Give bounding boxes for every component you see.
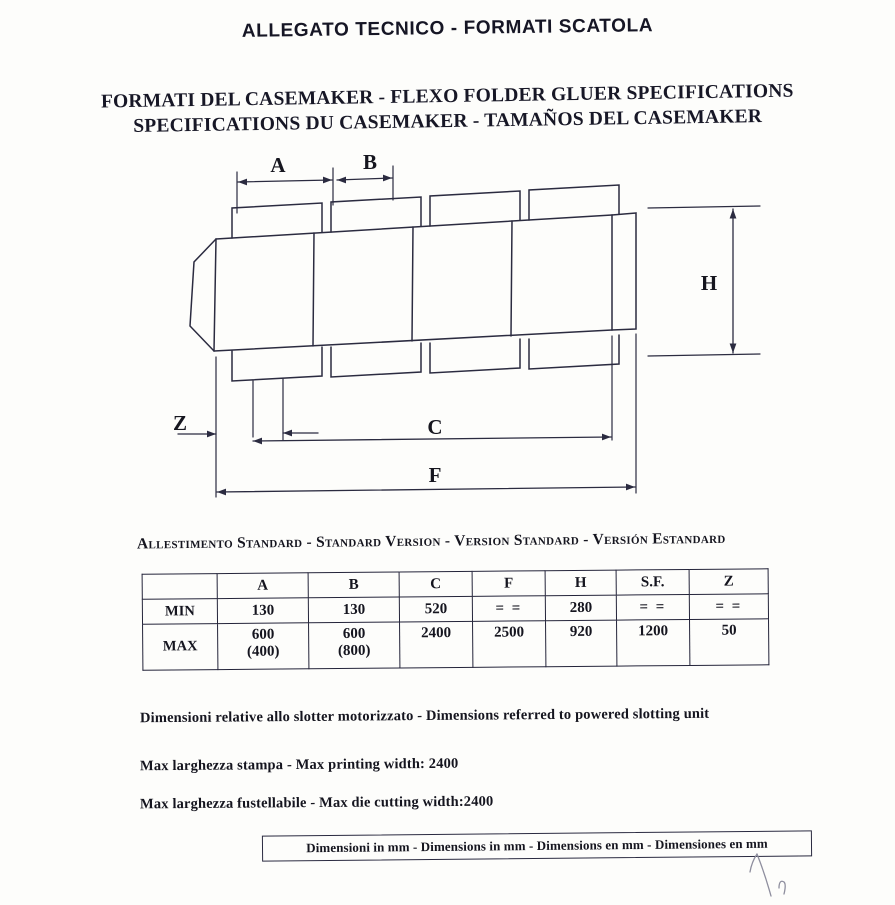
table-header-h: H	[545, 570, 616, 596]
specifications-table	[142, 568, 770, 670]
cell-min-h: 280	[545, 595, 616, 621]
cell-max-b-value: 600	[342, 625, 366, 642]
row-label-max: MAX	[143, 624, 218, 671]
cell-min-a: 130	[217, 598, 308, 624]
dimension-arrows	[178, 175, 736, 496]
units-note-box	[262, 830, 812, 861]
row-label-min: MIN	[142, 599, 217, 625]
cell-max-a-value: 600	[251, 626, 275, 643]
dimension-label-b: B	[362, 150, 378, 174]
page-title: ALLEGATO TECNICO - FORMATI SCATOLA	[241, 15, 654, 42]
subtitle-line-2: SPECIFICATIONS DU CASEMAKER - TAMAÑOS DEL CASEMAKER	[133, 106, 763, 137]
table-header-sf: S.F.	[616, 569, 689, 595]
dimension-label-z: Z	[172, 411, 188, 435]
dimension-label-a: A	[270, 153, 286, 177]
cell-max-b-alt: (800)	[337, 642, 371, 660]
cell-max-a-alt: (400)	[246, 643, 280, 660]
table-header-a: A	[217, 573, 308, 599]
cell-max-b	[309, 622, 400, 669]
cell-max-z: 50	[690, 619, 769, 666]
cell-min-f: = =	[472, 596, 545, 622]
table-header-f: F	[472, 571, 545, 597]
cell-min-c: 520	[399, 596, 472, 622]
note-slotting-unit: Dimensioni relative allo slotter motorizzato - Dimensions referred to powered slotting unit	[139, 705, 710, 727]
table-row	[143, 619, 769, 670]
table-header-blank	[142, 574, 217, 600]
cell-max-h: 920	[546, 620, 617, 667]
cell-max-f: 2500	[473, 621, 546, 668]
dimension-label-h: H	[700, 271, 718, 295]
cell-max-c: 2400	[400, 621, 473, 668]
blank-outline	[190, 213, 636, 351]
cell-max-sf: 1200	[617, 619, 690, 666]
dimension-label-f: F	[428, 463, 442, 487]
subtitle-line-1: FORMATI DEL CASEMAKER - FLEXO FOLDER GLUER SPECIFICATIONS	[100, 80, 794, 113]
table-header-z: Z	[689, 569, 768, 595]
dimension-label-c: C	[427, 415, 443, 439]
top-flaps	[232, 185, 619, 238]
note-printing-width: Max larghezza stampa - Max printing width: 2400	[139, 755, 459, 775]
cell-min-sf: = =	[616, 594, 689, 620]
cell-min-b: 130	[308, 597, 399, 623]
cell-max-a	[218, 623, 309, 670]
cell-min-z: = =	[689, 594, 768, 620]
bottom-flaps	[232, 335, 619, 381]
table-header-b: B	[308, 572, 399, 598]
extension-lines-bottom	[216, 334, 636, 497]
units-note-text: Dimensioni in mm - Dimensions in mm - Dimensions en mm - Dimensiones en mm	[306, 835, 768, 856]
note-die-cutting-width: Max larghezza fustellabile - Max die cutting width:2400	[139, 793, 494, 813]
handwritten-pen-mark	[735, 852, 855, 900]
table-caption: Allestimento Standard - Standard Version - Version Standard - Versión Estandard	[136, 529, 726, 553]
table-header-c: C	[399, 571, 472, 597]
